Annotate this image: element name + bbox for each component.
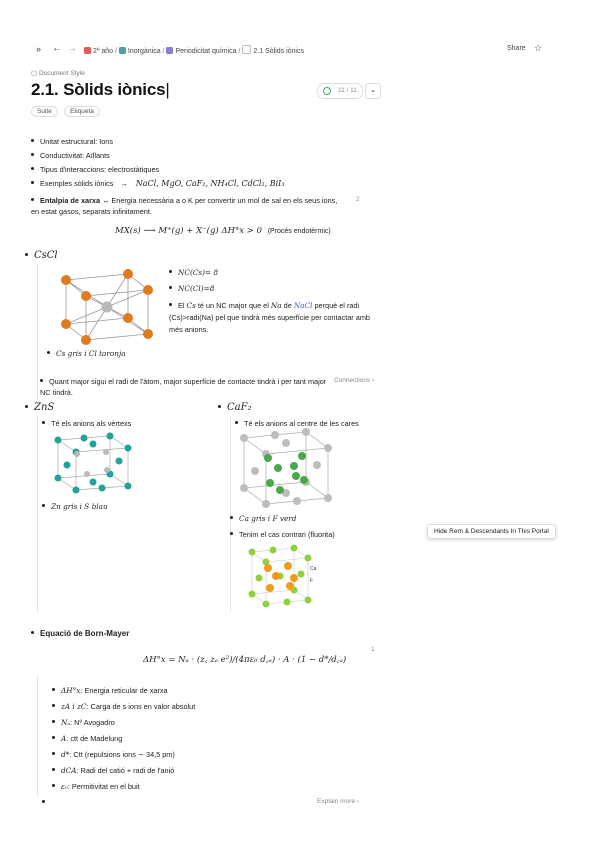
list-item: Conductivitat: Aïllants bbox=[31, 151, 110, 160]
section-heading-caf2: CaF₂ bbox=[218, 402, 252, 413]
cscl-crystal-image bbox=[48, 262, 153, 346]
list-item: zA i zC: Carga de s ions en valor absolut bbox=[52, 702, 195, 711]
image-caption: Zn gris i S blau bbox=[42, 502, 108, 511]
explain-more-link[interactable]: Explain more › bbox=[317, 798, 359, 805]
breadcrumb-item[interactable]: Inorgànica bbox=[119, 48, 161, 55]
document-style-label[interactable]: ▢ Document Style bbox=[31, 70, 85, 77]
breadcrumb-item[interactable]: 2º año bbox=[84, 48, 113, 55]
list-item: NC(Cl)=8 bbox=[169, 284, 214, 293]
reference-count[interactable]: 1 bbox=[371, 646, 375, 653]
list-item: Tipus d'interaccions: electrostàtiques bbox=[31, 165, 159, 174]
chevron-down-icon[interactable]: ⌄ bbox=[365, 83, 381, 99]
empty-list-item[interactable] bbox=[42, 798, 51, 807]
list-item: Unitat estructural: Ions bbox=[31, 137, 113, 146]
star-icon[interactable]: ☆ bbox=[534, 43, 543, 53]
legend-f: F bbox=[310, 578, 314, 584]
cl-atom bbox=[143, 285, 153, 295]
back-arrow-icon[interactable]: ← bbox=[52, 43, 62, 54]
list-item: A: ctt de Madelung bbox=[52, 734, 122, 743]
indent-line bbox=[37, 416, 38, 612]
indent-line bbox=[37, 264, 38, 400]
image-caption: Ca gris i F verd bbox=[230, 514, 296, 523]
tag-row bbox=[31, 106, 100, 115]
list-item: NC(Cs)= 8 bbox=[169, 268, 218, 277]
caf2-crystal-image bbox=[236, 428, 336, 512]
document-icon bbox=[242, 45, 251, 54]
cs-atom bbox=[102, 302, 113, 313]
folder-icon bbox=[166, 47, 173, 54]
list-item: El Cs té un NC major que el Na de NaCl perquè el radi (Cs)>radi(Na) pel que tindrà més superfície per contactar amb més anions. bbox=[169, 301, 370, 334]
top-bar bbox=[0, 40, 600, 58]
zns-crystal-image bbox=[50, 430, 135, 496]
breadcrumb: 2º año / Inorgànica / Periodicitat química / 2.1 Sòlids iònics bbox=[84, 45, 304, 55]
section-heading-born-mayer: Equació de Born-Mayer bbox=[31, 629, 129, 638]
reference-count[interactable]: 2 bbox=[356, 196, 360, 203]
hide-rem-tooltip[interactable]: Hide Rem & Descendants In This Portal bbox=[427, 524, 556, 539]
progress-counter[interactable] bbox=[317, 83, 363, 99]
list-item: ε₀: Permitivitat en el buit bbox=[52, 782, 140, 791]
tag-chip[interactable]: Suite bbox=[31, 106, 58, 117]
cl-atom bbox=[61, 275, 71, 285]
indent-line bbox=[37, 676, 38, 796]
list-item: Té els anions al centre de les cares bbox=[235, 419, 359, 428]
image-caption: Cs gris i Cl taronja bbox=[47, 349, 126, 358]
tag-chip[interactable]: Etiqueta bbox=[64, 106, 100, 117]
cl-atom bbox=[61, 319, 71, 329]
connections-link[interactable]: Connections › bbox=[334, 377, 375, 384]
breadcrumb-item[interactable]: Periodicitat química bbox=[166, 48, 236, 55]
list-item: Té els anions als vèrtexs bbox=[42, 419, 131, 428]
forward-arrow-icon[interactable]: → bbox=[67, 43, 77, 54]
list-item: Tenim el cas contrari (fluorita) bbox=[230, 530, 335, 539]
list-item: Nₐ: Nº Avogadro bbox=[52, 718, 115, 727]
list-item: d*: Ctt (repulsions ions ∼ 34,5 pm) bbox=[52, 750, 175, 759]
cl-atom bbox=[81, 335, 91, 345]
cl-atom bbox=[143, 329, 153, 339]
section-heading-cscl: CsCl bbox=[25, 250, 58, 261]
list-item: Exemples sòlids iònics → NaCl, MgO, CaF₂, NH₄Cl, CdCl₂, BiI₃ bbox=[31, 179, 285, 188]
document-style-icon: ▢ bbox=[31, 70, 39, 77]
cl-atom bbox=[123, 313, 133, 323]
share-button[interactable]: Share bbox=[507, 45, 526, 52]
breadcrumb-item[interactable]: 2.1 Sòlids iònics bbox=[242, 48, 304, 55]
section-heading-zns: ZnS bbox=[25, 402, 54, 413]
fluorite-crystal-image bbox=[246, 542, 322, 614]
list-item: ΔH°x: Energia reticular de xarxa bbox=[52, 686, 168, 695]
counter-label: 11 / 11 bbox=[338, 87, 357, 94]
list-item: dCA: Radi del catió + radi de l'anió bbox=[52, 766, 174, 775]
cl-atom bbox=[81, 291, 91, 301]
list-item: Entalpia de xarxa ↔ Energia necessària a o K per convertir un mol de sal en els seus ions, en estat gasos, separats infinitament. bbox=[31, 196, 338, 216]
list-item: Quant major sigui el radi de l'àtom, major superfície de contacte tindrà i per tant major NC tindrà. bbox=[40, 377, 327, 397]
folder-icon bbox=[119, 47, 126, 54]
sidebar-toggle-icon[interactable]: » bbox=[36, 44, 42, 54]
progress-ring-icon bbox=[323, 87, 331, 95]
cl-atom bbox=[123, 269, 133, 279]
enthalpy-equation: MX(s) ⟶ M⁺(g) + X⁻(g) ΔH°x > 0 (Procés endotèrmic) bbox=[115, 226, 331, 236]
folder-icon bbox=[84, 47, 91, 54]
page-title[interactable]: 2.1. Sòlids iònics| bbox=[31, 80, 170, 99]
born-mayer-equation: ΔH°x = Nₐ · (z꜀ zₐ e²)/(4πε₀ d꜀ₐ) · A · (1 − d*/d꜀ₐ) bbox=[143, 655, 347, 665]
legend-ca: Ca bbox=[310, 566, 317, 572]
